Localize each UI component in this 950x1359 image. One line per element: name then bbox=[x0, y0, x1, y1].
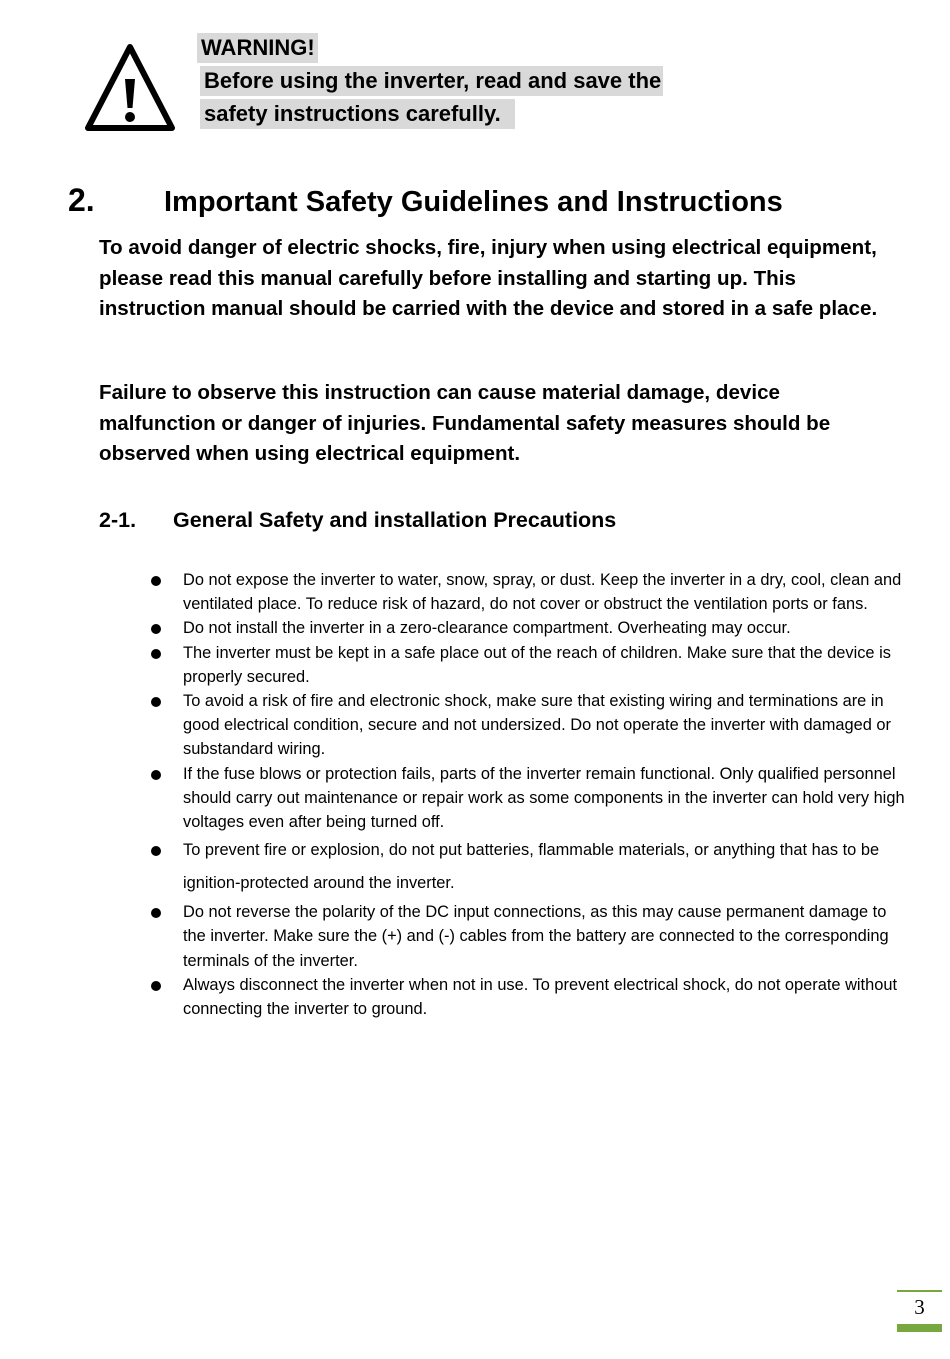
subsection-title: General Safety and installation Precautions bbox=[173, 508, 617, 532]
list-item-text: Do not expose the inverter to water, snow, spray, or dust. Keep the inverter in a dry, cool, clean and ventilated place. To reduce risk of hazard, do not cover or obstruct the ventilation ports or fans. bbox=[183, 571, 902, 614]
bullet-icon bbox=[151, 770, 161, 780]
list-item bbox=[150, 616, 908, 640]
bullet-icon bbox=[151, 908, 161, 918]
warning-text-line-1: Before using the inverter, read and save the bbox=[200, 66, 663, 96]
list-item-text: Always disconnect the inverter when not in use. To prevent electrical shock, do not operate without connecting the inverter to ground. bbox=[183, 975, 897, 1019]
list-item-text: To prevent fire or explosion, do not put batteries, flammable materials, or anything that has to be ignition-protected around the inverter. bbox=[183, 841, 880, 893]
warning-text-line-2: safety instructions carefully. bbox=[200, 99, 515, 129]
bullet-icon bbox=[151, 981, 161, 991]
list-item bbox=[150, 689, 908, 762]
precautions-list bbox=[150, 568, 908, 1021]
section-number: 2. bbox=[68, 182, 95, 218]
intro-paragraph: To avoid danger of electric shocks, fire, injury when using electrical equipment, please read this manual carefully before installing and starting up. This instruction manual should be carried with the device and stored in a safe place. bbox=[99, 236, 878, 320]
list-item bbox=[150, 973, 908, 1021]
list-item-text: If the fuse blows or protection fails, parts of the inverter remain functional. Only qualified personnel should carry out maintenance or repair work as some components in the inverter can hold very high voltages even after being turned off. bbox=[183, 764, 905, 832]
warning-triangle-icon bbox=[84, 42, 176, 134]
list-item bbox=[150, 641, 908, 689]
list-item bbox=[150, 834, 908, 900]
warning-paragraph: Failure to observe this instruction can cause material damage, device malfunction or danger of injuries. Fundamental safety measures should be observed when using electrical equipment. bbox=[99, 381, 831, 465]
bullet-icon bbox=[151, 576, 161, 586]
list-item-text: The inverter must be kept in a safe place out of the reach of children. Make sure that the device is properly secured. bbox=[183, 643, 891, 686]
page-number: 3 bbox=[914, 1295, 925, 1319]
list-item-text: To avoid a risk of fire and electronic shock, make sure that existing wiring and terminations are in good electrical condition, secure and not undersized. Do not operate the inverter with damaged or substandard wiring. bbox=[183, 692, 891, 759]
bullet-icon bbox=[151, 649, 161, 659]
bullet-icon bbox=[151, 697, 161, 707]
bullet-icon bbox=[151, 624, 161, 634]
page-number-bar bbox=[897, 1324, 942, 1332]
warning-title: WARNING! bbox=[197, 33, 318, 63]
list-item-text: Do not install the inverter in a zero-clearance compartment. Overheating may occur. bbox=[183, 619, 791, 638]
list-item bbox=[150, 762, 908, 835]
list-item-text: Do not reverse the polarity of the DC input connections, as this may cause permanent damage to the inverter. Make sure the (+) and (-) cables from the battery are connected to the corresponding terminals of the inverter. bbox=[183, 903, 889, 970]
subsection-number: 2-1. bbox=[99, 508, 137, 532]
list-item bbox=[150, 900, 908, 973]
bullet-icon bbox=[151, 846, 161, 856]
list-item bbox=[150, 568, 908, 616]
section-title: Important Safety Guidelines and Instructions bbox=[164, 186, 783, 218]
